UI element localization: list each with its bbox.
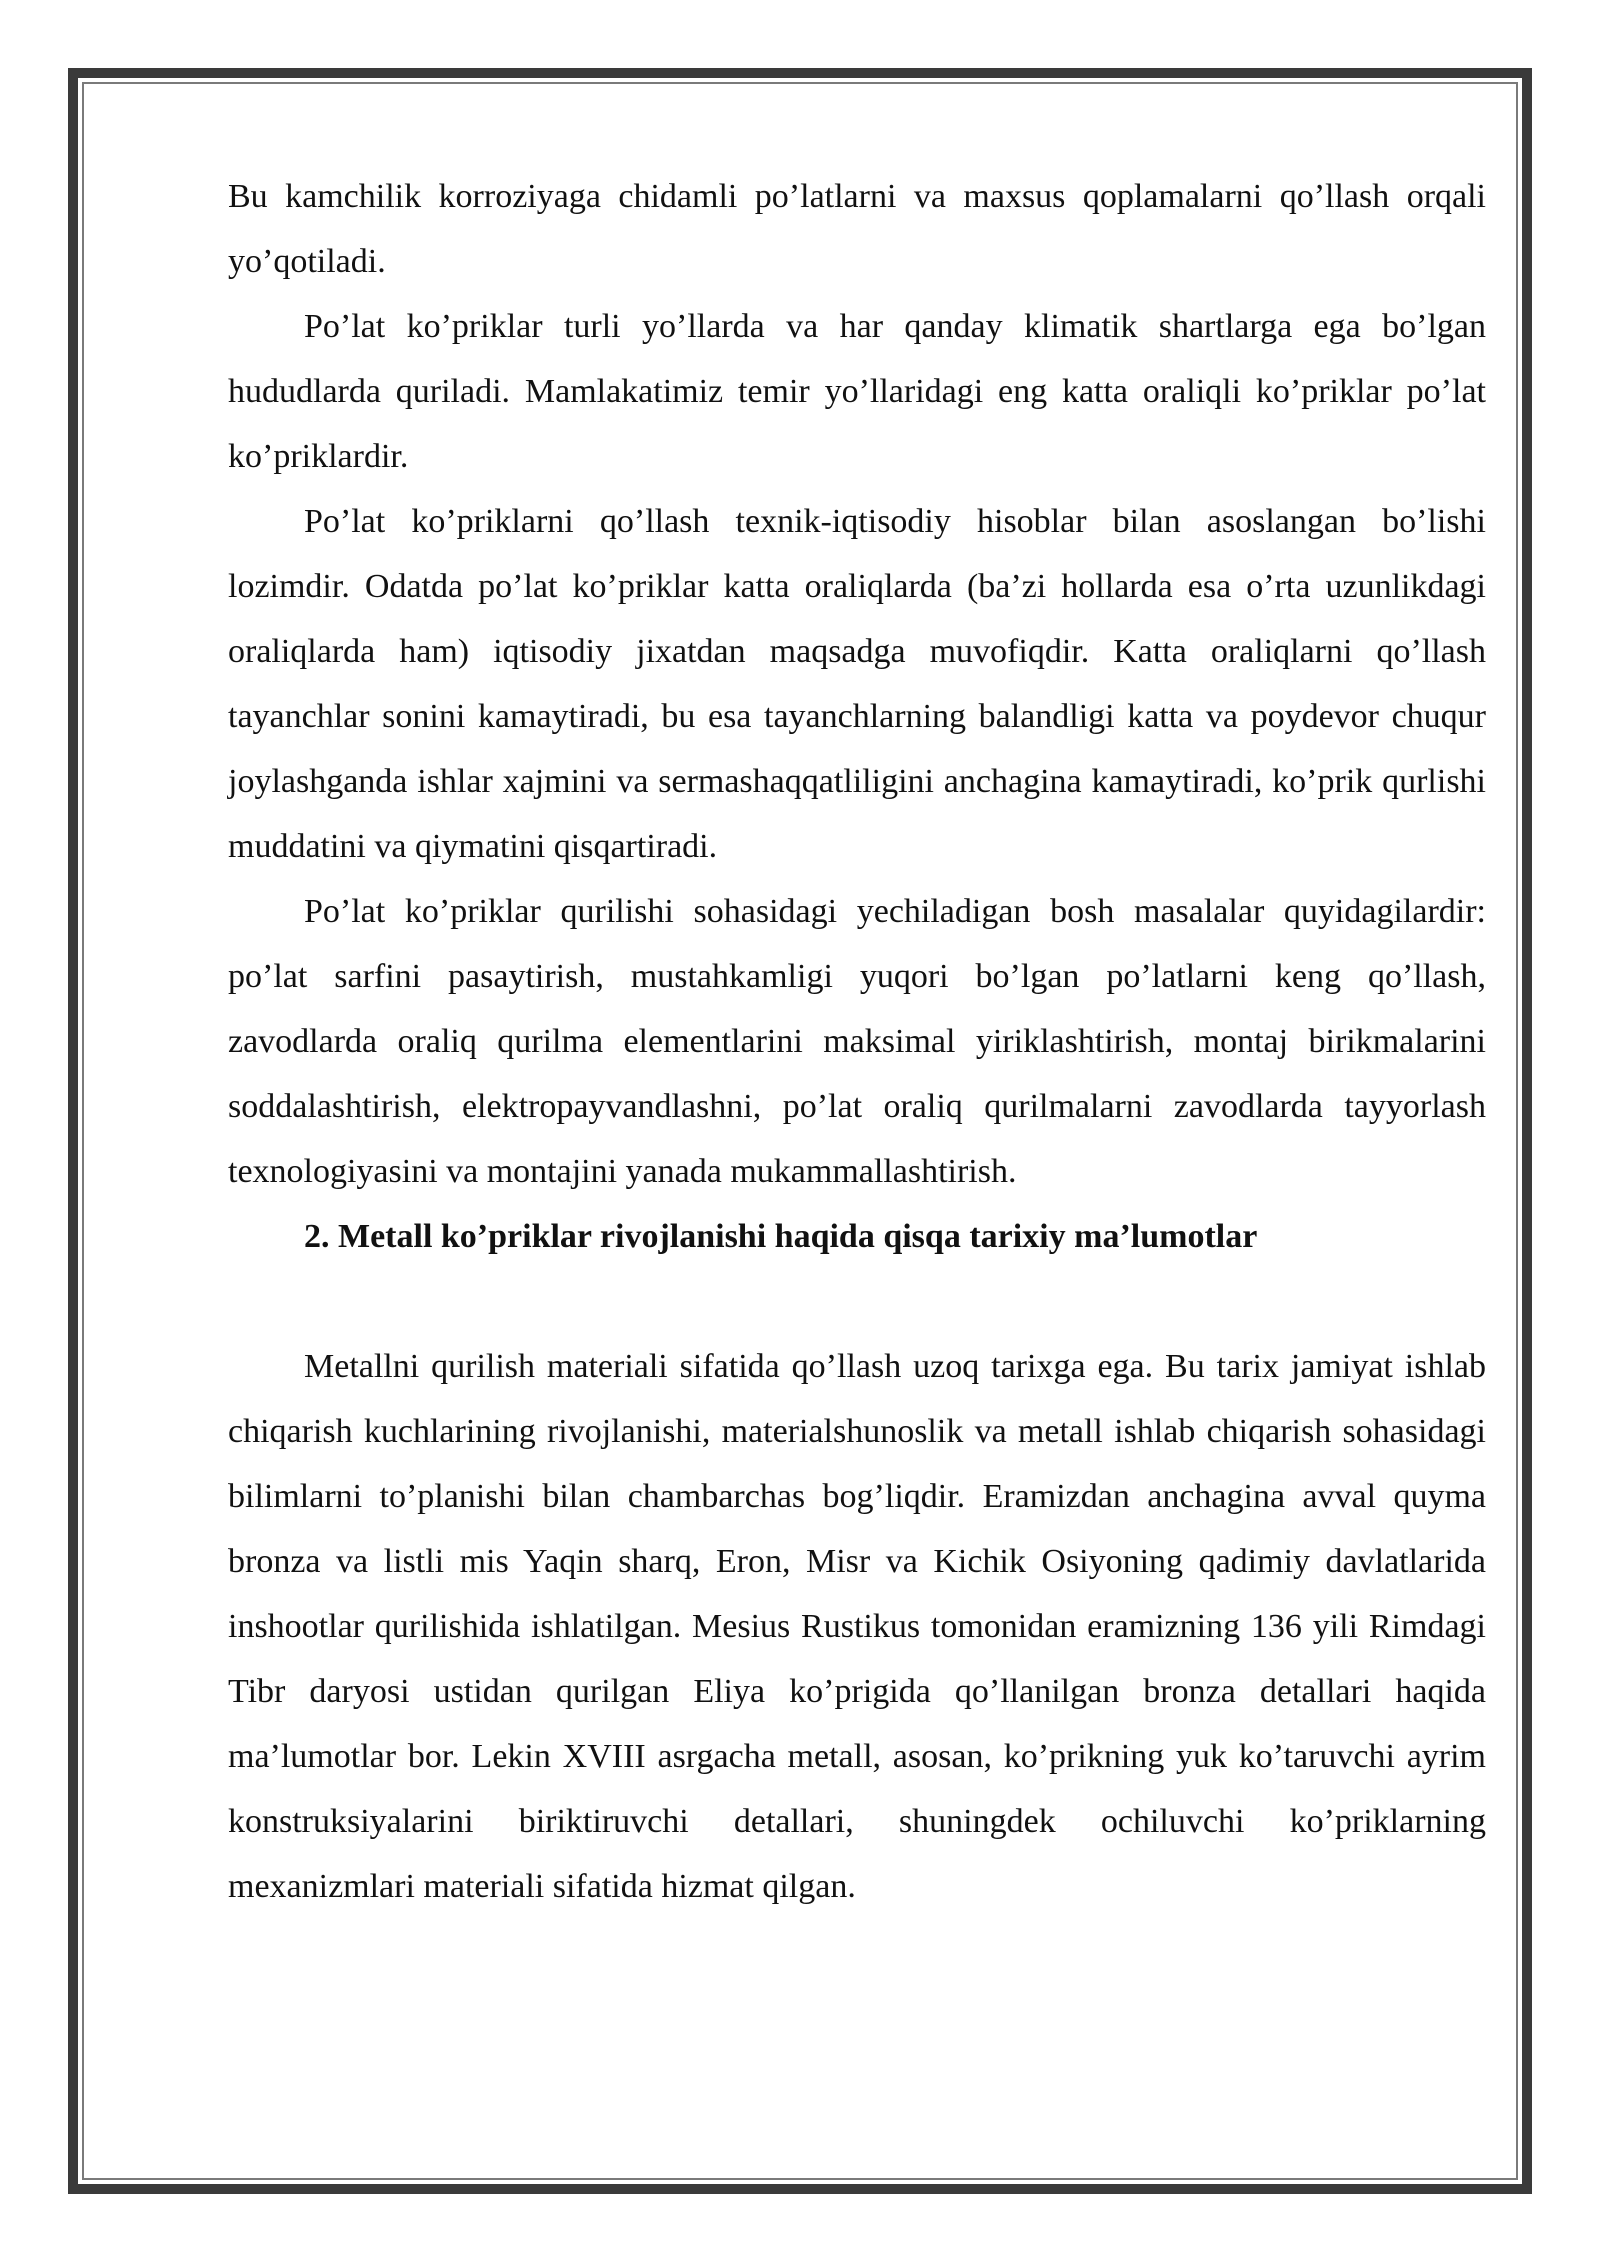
paragraph-3: Po’lat ko’priklarni qo’llash texnik-iqtisodiy hisoblar bilan asoslangan bo’lishi lozimdir. Odatda po’lat ko’priklar katta oraliqlarda (ba’zi hollarda esa o’rta uzunlikdagi oraliqlarda ham) iqtisodiy jixatdan maqsadga muvofiqdir. Katta oraliqlarni qo’llash tayanchlar sonini kamaytiradi, bu esa tayanchlarning balandligi katta va poydevor chuqur joylashganda ishlar xajmini va sermashaqqatliligini anchagina kamaytiradi, ko’prik qurlishi muddatini va qiymatini qisqartiradi. (228, 503, 1486, 865)
paragraph-2: Po’lat ko’priklar turli yo’llarda va har qanday klimatik shartlarga ega bo’lgan hududlarda quriladi. Mamlakatimiz temir yo’llaridagi eng katta oraliqli ko’priklar po’lat ko’priklardir. (228, 308, 1486, 475)
paragraph-5: Metallni qurilish materiali sifatida qo’llash uzoq tarixga ega. Bu tarix jamiyat ishlab chiqarish kuchlarining rivojlanishi, materialshunoslik va metall ishlab chiqarish sohasidagi bilimlarni to’planishi bilan chambarchas bog’liqdir. Eramizdan anchagina avval quyma bronza va listli mis Yaqin sharq, Eron, Misr va Kichik Osiyoning qadimiy davlatlarida inshootlar qurilishida ishlatilgan. Mesius Rustikus tomonidan eramizning 136 yili Rimdagi Tibr daryosi ustidan qurilgan Eliya ko’prigida qo’llanilgan bronza detallari haqida ma’lumotlar bor. Lekin XVIII asrgacha metall, asosan, ko’prikning yuk ko’taruvchi ayrim konstruksiyalarini biriktiruvchi detallari, shuningdek ochiluvchi ko’priklarning mexanizmlari materiali sifatida hizmat qilgan. (228, 1348, 1486, 1905)
paragraph-1: Bu kamchilik korroziyaga chidamli po’latlarni va maxsus qoplamalarni qo’llash orqali yo’qotiladi. (228, 178, 1486, 280)
document-body (228, 164, 1486, 1919)
section-heading: 2. Metall ko’priklar rivojlanishi haqida qisqa tarixiy ma’lumotlar (304, 1218, 1258, 1255)
paragraph-4: Po’lat ko’priklar qurilishi sohasidagi yechiladigan bosh masalalar quyidagilardir: po’lat sarfini pasaytirish, mustahkamligi yuqori bo’lgan po’latlarni keng qo’llash, zavodlarda oraliq qurilma elementlarini maksimal yiriklashtirish, montaj birikmalarini soddalashtirish, elektropayvandlashni, po’lat oraliq qurilmalarni zavodlarda tayyorlash texnologiyasini va montajini yanada mukammallashtirish. (228, 893, 1486, 1190)
